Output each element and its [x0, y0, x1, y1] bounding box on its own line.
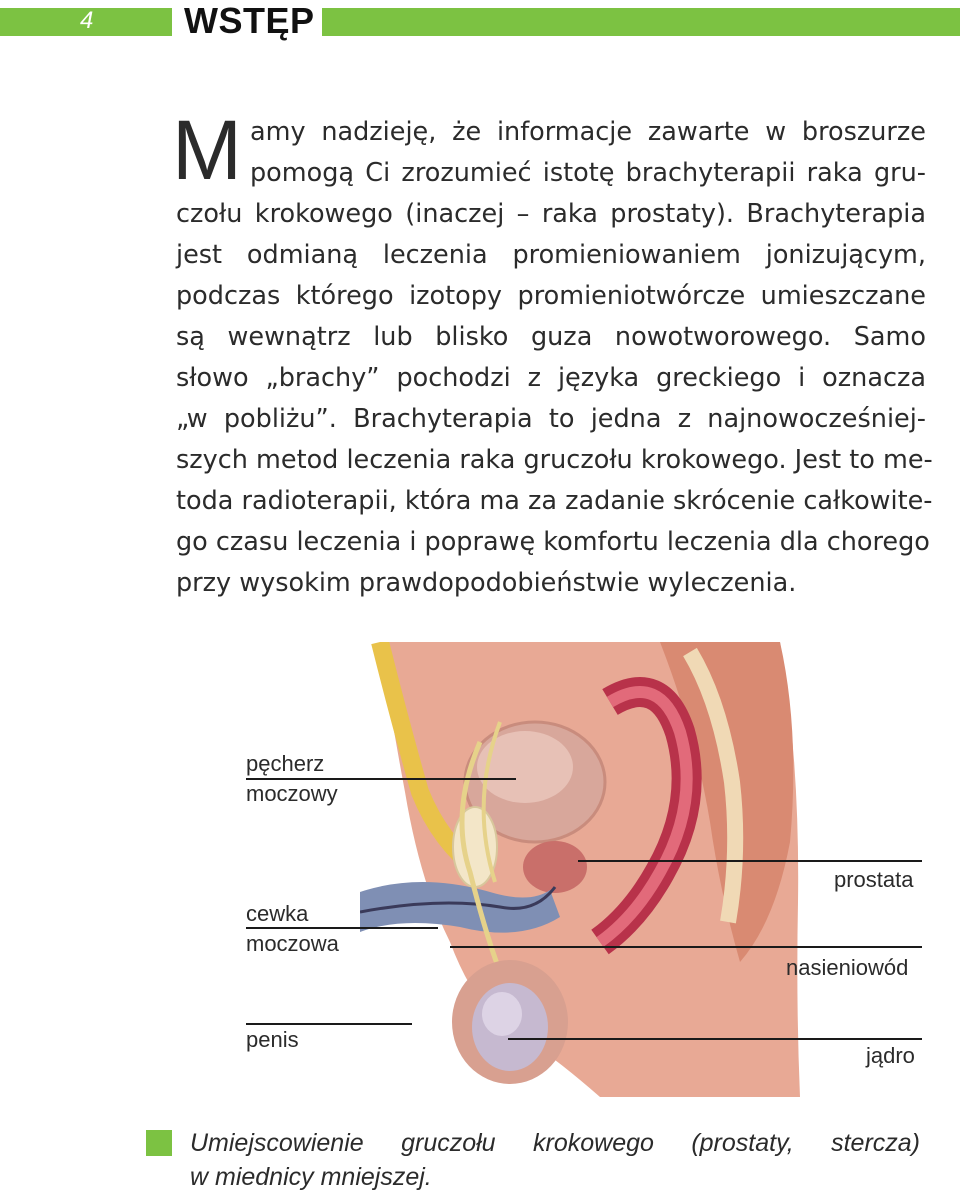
paragraph-line: przy wysokim prawdopodobieństwie wyleczenia. — [176, 568, 797, 598]
label-bladder-line1: pęcherz — [246, 751, 325, 776]
leader-testicle — [508, 1038, 922, 1040]
leader-prostate — [578, 860, 922, 862]
leader-urethra — [246, 927, 438, 929]
caption-line: w miednicy mniejszej. — [190, 1163, 432, 1191]
testicle-highlight — [482, 992, 522, 1036]
paragraph-line: jest odmianą leczenia promieniowaniem jonizującym, — [176, 240, 926, 270]
paragraph-line: „w pobliżu”. Brachyterapia to jedna z najnowocześniej- — [176, 404, 926, 434]
leader-vas-deferens — [450, 946, 922, 948]
paragraph-line: są wewnątrz lub blisko guza nowotworowego. Samo — [176, 322, 926, 352]
intro-paragraph — [176, 112, 933, 604]
leader-bladder — [246, 778, 516, 780]
page-title: WSTĘP — [184, 0, 315, 41]
page-number: 4 — [80, 7, 94, 34]
paragraph-line: czołu krokowego (inaczej – raka prostaty). Brachyterapia — [176, 199, 926, 229]
paragraph-line: toda radioterapii, która ma za zadanie skrócenie całkowite- — [176, 486, 933, 516]
label-testicle: jądro — [866, 1043, 915, 1068]
paragraph-line: słowo „brachy” pochodzi z języka greckiego i oznacza — [176, 363, 926, 393]
label-urethra-line2: moczowa — [246, 931, 339, 956]
paragraph-line: amy nadzieję, że informacje zawarte w broszurze — [250, 117, 926, 147]
leader-penis — [246, 1023, 412, 1025]
paragraph-line: go czasu leczenia i poprawę komfortu leczenia dla chorego — [176, 527, 930, 557]
figure-caption — [190, 1126, 920, 1194]
paragraph-line: podczas którego izotopy promieniotwórcze umieszczane — [176, 281, 926, 311]
label-vas-deferens: nasieniowód — [786, 955, 909, 980]
label-bladder-line2: moczowy — [246, 781, 338, 806]
caption-marker — [146, 1130, 172, 1156]
paragraph-line: szych metod leczenia raka gruczołu krokowego. Jest to me- — [176, 445, 933, 475]
label-urethra-line1: cewka — [246, 901, 309, 926]
label-penis: penis — [246, 1027, 299, 1052]
drop-cap: M — [172, 103, 242, 197]
anatomy-illustration — [360, 642, 800, 1097]
paragraph-line: pomogą Ci zrozumieć istotę brachyterapii raka gru- — [250, 158, 926, 188]
label-prostate: prostata — [834, 867, 914, 892]
header-accent-bar-right — [322, 8, 960, 36]
caption-line: Umiejscowienie gruczołu krokowego (prostaty, stercza) — [190, 1129, 920, 1157]
prostate — [523, 841, 587, 893]
